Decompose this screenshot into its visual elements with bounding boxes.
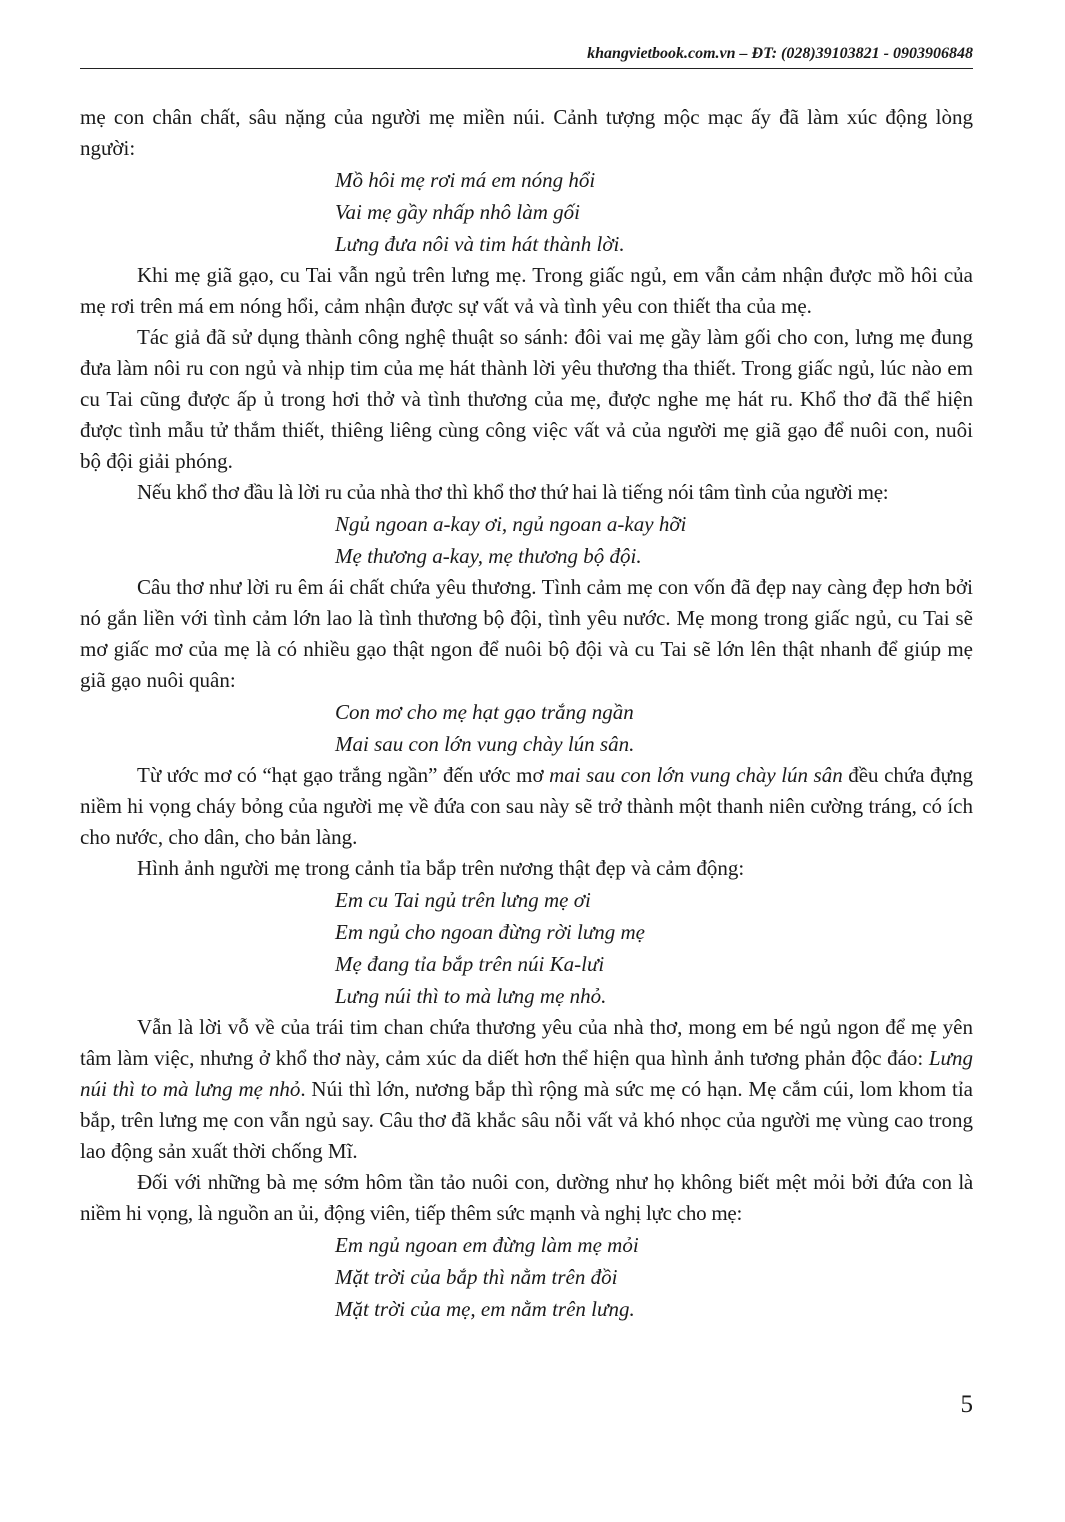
poem-stanza: [80, 164, 973, 260]
poem-line: Mai sau con lớn vung chày lún sân.: [335, 732, 635, 756]
poem-stanza: [80, 884, 973, 1012]
poem-line: Em ngủ cho ngoan đừng rời lưng mẹ: [335, 920, 646, 944]
paragraph-text: Từ ước mơ có “hạt gạo trắng ngần” đến ước mơ: [137, 763, 550, 787]
quoted-verse: mai sau con lớn vung chày lún sân: [549, 763, 843, 787]
page-content: [80, 102, 973, 1325]
poem-stanza: [80, 696, 973, 760]
poem-line: Mẹ đang tỉa bắp trên núi Ka-lưi: [335, 952, 605, 976]
page-number: 5: [960, 1391, 973, 1418]
poem-line: Vai mẹ gầy nhấp nhô làm gối: [335, 200, 580, 224]
header-text: khangvietbook.com.vn – ĐT: (028)39103821 - 0903906848: [587, 45, 973, 62]
paragraph: Đối với những bà mẹ sớm hôm tần tảo nuôi con, dường như họ không biết mệt mỏi bởi đứa con là niềm hi vọng, là nguồn an ủi, động viên, tiếp thêm sức mạnh và nghị lực cho mẹ:: [80, 1170, 973, 1225]
poem-line: Con mơ cho mẹ hạt gạo trắng ngần: [335, 700, 634, 724]
poem-line: Em ngủ ngoan em đừng làm mẹ mỏi: [335, 1233, 639, 1257]
paragraph: [80, 760, 973, 853]
paragraph-text: đều chứa đựng niềm hi vọng cháy bỏng của người mẹ về đứa con sau này sẽ trở thành một thanh niên cường tráng, có ích cho nước, cho dân, cho bản làng.: [80, 763, 973, 849]
poem-line: Lưng núi thì to mà lưng mẹ nhỏ.: [335, 984, 607, 1008]
poem-stanza: [80, 1229, 973, 1325]
poem-line: Ngủ ngoan a-kay ơi, ngủ ngoan a-kay hỡi: [335, 512, 687, 536]
poem-line: Mặt trời của mẹ, em nằm trên lưng.: [335, 1297, 635, 1321]
paragraph: Hình ảnh người mẹ trong cảnh tỉa bắp trên nương thật đẹp và cảm động:: [137, 856, 745, 880]
paragraph: Câu thơ như lời ru êm ái chất chứa yêu thương. Tình cảm mẹ con vốn đã đẹp nay càng đẹp hơn bởi nó gắn liền với tình cảm lớn lao là tình thương bộ đội, tình yêu nước. Mẹ mong trong giấc ngủ, cu Tai sẽ mơ giấc mơ của mẹ là có nhiều gạo thật ngon để nuôi bộ đội và cu Tai sẽ lớn lên thật nhanh để giúp mẹ giã gạo nuôi quân:: [80, 575, 973, 692]
paragraph-text: Vẫn là lời vỗ về của trái tim chan chứa thương yêu của nhà thơ, mong em bé ngủ ngon để mẹ yên tâm làm việc, nhưng ở khổ thơ này, cảm xúc da diết hơn thể hiện qua hình ảnh tương phản độc đáo:: [80, 1015, 973, 1070]
paragraph: Khi mẹ giã gạo, cu Tai vẫn ngủ trên lưng mẹ. Trong giấc ngủ, em vẫn cảm nhận được mồ hôi của mẹ rơi trên má em nóng hổi, cảm nhận được sự vất vả và tình yêu con thiết tha của mẹ.: [80, 263, 973, 318]
paragraph-text: . Núi thì lớn, nương bắp thì rộng mà sức mẹ có hạn. Mẹ cắm cúi, lom khom tỉa bắp, trên lưng mẹ con vẫn ngủ say. Câu thơ đã khắc sâu nỗi vất vả khó nhọc của người mẹ vùng cao trong lao động sản xuất thời chống Mĩ.: [80, 1077, 973, 1163]
page-header: [80, 42, 973, 69]
quoted-verse: Lưng núi thì to mà lưng mẹ nhỏ: [80, 1046, 973, 1101]
paragraph: Tác giả đã sử dụng thành công nghệ thuật so sánh: đôi vai mẹ gầy làm gối cho con, lưng mẹ đung đưa làm nôi ru con ngủ và nhịp tim của mẹ hát thành lời yêu thương tha thiết. Trong giấc ngủ, lúc nào em cu Tai cũng được ấp ủ trong hơi thở và tình thương của mẹ, được nghe mẹ hát ru. Khổ thơ đã thể hiện được tình mẫu tử thắm thiết, thiêng liêng cùng công việc vất vả của người mẹ giã gạo để nuôi con, nuôi bộ đội giải phóng.: [80, 325, 973, 473]
paragraph: [80, 1012, 973, 1167]
poem-line: Em cu Tai ngủ trên lưng mẹ ơi: [335, 888, 591, 912]
poem-stanza: [80, 508, 973, 572]
paragraph: mẹ con chân chất, sâu nặng của người mẹ miền núi. Cảnh tượng mộc mạc ấy đã làm xúc động lòng người:: [80, 105, 973, 160]
poem-line: Lưng đưa nôi và tim hát thành lời.: [335, 232, 625, 256]
paragraph: Nếu khổ thơ đầu là lời ru của nhà thơ thì khổ thơ thứ hai là tiếng nói tâm tình của người mẹ:: [137, 480, 889, 504]
poem-line: Mặt trời của bắp thì nằm trên đồi: [335, 1265, 618, 1289]
poem-line: Mẹ thương a-kay, mẹ thương bộ đội.: [335, 544, 642, 568]
poem-line: Mồ hôi mẹ rơi má em nóng hổi: [335, 168, 596, 192]
